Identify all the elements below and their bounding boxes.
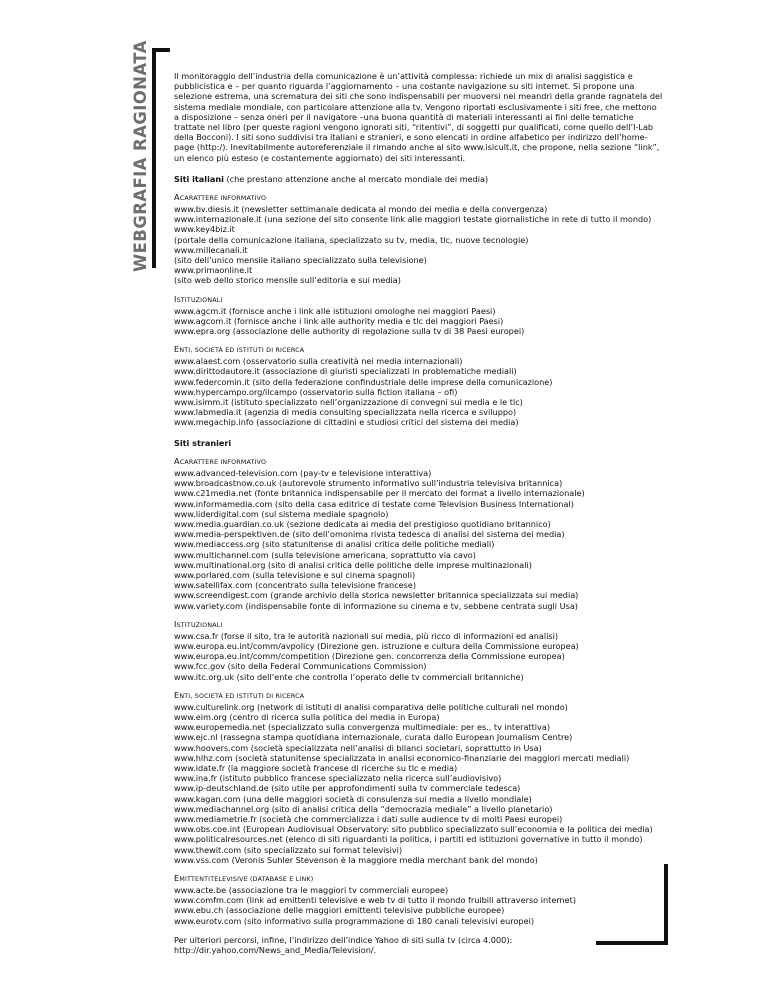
site-list (174, 702, 664, 865)
group-heading (174, 873, 664, 885)
site-group (174, 619, 664, 682)
group-heading-text: CARATTERE INFORMATIVO (179, 458, 267, 466)
site-list (174, 631, 664, 682)
site-list-item[interactable]: www.liderdigital.com (sul sistema mediale spagnolo) (174, 508, 389, 519)
intro-paragraph: Il monitoraggio dell’industria della comunicazione è un’attività complessa: richiede un mix di analisi saggistica e pubblicistica e – per quanto riguarda l’aggiornamento – una costante navigazione su siti internet. Si propone una selezione estrema, una scrematura dei siti che sono indispensabili per muoversi nei meandri della grande ragnatela del sistema mediale mondiale, con particolare attenzione alla tv. Vengono riportati esclusivamente i siti free, che mettono a disposizione – senza oneri per il navigatore –una buona quantità di materiali interessanti ai fini delle tematiche trattate nel libro (per queste ragioni vengono ignorati siti, “ritentivi”, di soggetti pur qualificati, come quello dell’I-Lab della Bocconi). I siti sono suddivisi tra italiani e stranieri, e sono elencati in ordine alfabetico per indirizzo dell’home-page (http:/). Inevitabilmente autoreferenziale il rimando anche al sito www.isicult.it, che propone, nella sezione “link”, un elenco più esteso (e costantemente aggiornato) dei siti interessanti. (174, 71, 663, 163)
site-list (174, 356, 664, 427)
group-heading-initial: A (174, 192, 180, 203)
site-list-item[interactable]: www.variety.com (indispensabile fonte di informazione su cinema e tv, sebbene centrata sugli Usa) (174, 600, 578, 611)
group-heading-initial: E (174, 689, 180, 700)
section-italiani (174, 174, 664, 428)
section-stranieri (174, 438, 664, 926)
site-list-item[interactable]: www.alaest.com (osservatorio sulla creatività nei media internazionali) (174, 356, 463, 367)
group-heading (174, 690, 664, 702)
site-list-item[interactable]: www.key4biz.it (174, 224, 235, 235)
site-list-item[interactable]: www.isimm.it (istituto specializzato nell’organizzazione di convegni sui media e le tlc) (174, 397, 523, 408)
site-list-item[interactable]: www.informamedia.com (sito della casa editrice di testate come Television Business International) (174, 498, 574, 509)
site-list-item[interactable]: www.eurotv.com (sito informativo sulla programmazione di 180 canali televisivi europei) (174, 915, 534, 926)
site-list-item[interactable]: www.multinational.org (sito di analisi critica delle politiche delle imprese multinazionali) (174, 559, 532, 570)
site-list-item[interactable]: www.politicalresources.net (elenco di siti riguardanti la politica, i partiti ed istituzioni governative in tutto il mondo) (174, 834, 643, 845)
site-list-item[interactable]: www.hypercampo.org/ilcampo (osservatorio sulla fiction italiana – ofi) (174, 386, 458, 397)
group-heading-text: CARATTERE INFORMATIVO (179, 195, 267, 203)
site-list-item[interactable]: www.vss.com (Veronis Suhler Stevenson è la maggiore media merchant bank del mondo) (174, 854, 538, 865)
site-list-item[interactable]: www.epra.org (associazione delle authority di regolazione sulla tv di 38 Paesi europei) (174, 326, 525, 337)
site-list-item[interactable]: www.dirittodautore.it (associazione di giuristi specializzati in problematiche mediali) (174, 366, 517, 377)
site-list-item[interactable]: www.acte.be (associazione tra le maggiori tv commerciali europee) (174, 885, 449, 895)
site-list-item[interactable]: www.federcomin.it (sito della federazione confindustriale delle imprese della comunicazione) (174, 376, 553, 387)
section-title: Siti stranieri (174, 437, 232, 448)
site-list-item[interactable]: www.mediachannel.org (sito di analisi critica della “democrazia mediale” a livello planetario) (174, 803, 553, 814)
group-heading (174, 344, 664, 356)
page-content (174, 71, 664, 955)
group-heading (174, 192, 664, 204)
group-heading-text: STITUZIONALI (176, 621, 223, 629)
site-list-item[interactable]: www.screendigest.com (grande archivio della storica newsletter britannica specializzata sui media) (174, 590, 579, 601)
site-list-item[interactable]: www.agcom.it (fornisce anche i link alle authority media e tlc dei maggiori Paesi) (174, 315, 504, 326)
site-list-item[interactable]: www.internazionale.it (una sezione del sito consente link alle maggiori testate giornalistiche in rete di tutto il mondo) (174, 214, 652, 225)
group-heading-text: NTI, SOCIETÀ ED ISTITUTI DI RICERCA (179, 692, 305, 700)
site-list-item[interactable]: www.c21media.net (fonte britannica indispensabile per il mercato dei format a livello internazionale) (174, 488, 585, 499)
site-group (174, 456, 664, 611)
site-group (174, 294, 664, 337)
site-list-item[interactable]: www.primaonline.it (174, 265, 253, 276)
site-list-item[interactable]: www.obs.coe.int (European Audiovisual Observatory: sito pubblico specializzato sull’economia e la politica dei media) (174, 824, 653, 835)
group-heading-text: STITUZIONALI (176, 296, 223, 304)
site-list-item[interactable]: www.itc.org.uk (sito dell’ente che controlla l’operato delle tv commerciali britanniche) (174, 671, 524, 682)
site-list-item[interactable]: www.advanced-television.com (pay-tv e televisione interattiva) (174, 467, 432, 478)
site-list-item[interactable]: www.porlared.com (sulla televisione e sul cinema spagnoli) (174, 569, 416, 580)
italiani-groups (174, 192, 664, 428)
site-group (174, 690, 664, 865)
group-heading (174, 619, 664, 631)
site-list-item[interactable]: www.megachip.info (associazione di cittadini e studiosi critici del sistema dei media) (174, 417, 519, 428)
group-heading-initial: E (174, 344, 180, 355)
site-list-item[interactable]: (sito web dello storico mensile sull’editoria e sui media) (174, 275, 401, 286)
site-list-item[interactable]: www.comfm.com (link ad emittenti televisive e web tv di tutto il mondo fruibili attraverso internet) (174, 895, 577, 906)
site-list-item[interactable]: www.ejc.nl (rassegna stampa quotidiana internazionale, curata dallo European Journalism Centre) (174, 732, 573, 743)
site-list-item[interactable]: www.idate.fr (la maggiore società francese di ricerche su tlc e media) (174, 762, 458, 773)
site-list-item[interactable]: www.bv.diesis.it (newsletter settimanale dedicata al mondo dei media e della convergenza) (174, 204, 548, 215)
site-list-item[interactable]: (portale della comunicazione italiana, specializzato su tv, media, tlc, nuove tecnologie) (174, 234, 529, 245)
group-heading-initial: I (174, 618, 177, 629)
group-heading-initial: I (174, 293, 177, 304)
stranieri-groups (174, 456, 664, 926)
site-group (174, 192, 664, 286)
site-list-item[interactable]: www.europa.eu.int/comm/competition (Direzione gen. concorrenza della Commissione europea) (174, 651, 565, 662)
section-title: Siti italiani (174, 173, 224, 184)
site-list-item[interactable]: www.kagan.com (una delle maggiori società di consulenza sui media a livello mondiale) (174, 793, 532, 804)
site-list-item[interactable]: www.millecanali.it (174, 244, 248, 255)
frame-corner-left (152, 48, 156, 268)
site-list-item[interactable]: (sito dell’unico mensile italiano specializzato sulla televisione) (174, 255, 427, 266)
group-heading (174, 456, 664, 468)
site-list-item[interactable]: www.europa.eu.int/comm/avpolicy (Direzione gen. istruzione e cultura della Commissione europea) (174, 640, 579, 651)
site-list-item[interactable]: www.europemedia.net (specializzato sulla convergenza multimediale: per es., tv interattiva) (174, 722, 551, 733)
site-list-item[interactable]: www.broadcastnow.co.uk (autorevole strumento informativo sull’industria televisiva britannica) (174, 478, 563, 489)
site-list-item[interactable]: www.mediametrie.fr (società che commercializza i dati sulle audience tv di molti Paesi europei) (174, 813, 563, 824)
site-list-item[interactable]: www.media.guardian.co.uk (sezione dedicata ai media del prestigioso quotidiano britannico) (174, 518, 551, 529)
group-heading (174, 294, 664, 306)
site-list (174, 468, 664, 611)
section-title-note: (che prestano attenzione anche al mercato mondiale dei media) (226, 173, 489, 184)
site-list-item[interactable]: www.media-perspektiven.de (sito dell’omonima rivista tedesca di analisi del sistema dei media) (174, 529, 565, 540)
site-list-item[interactable]: www.satellifax.com (concentrato sulla televisione francese) (174, 580, 417, 591)
group-heading-initial: A (174, 455, 180, 466)
site-list (174, 306, 664, 337)
closing-note (174, 935, 664, 955)
site-list (174, 885, 664, 926)
frame-corner-right (664, 864, 668, 945)
site-list-item[interactable]: www.hoovers.com (società specializzata nell’analisi di bilanci societari, soprattutto in Usa) (174, 742, 542, 753)
closing-text: Per ulteriori percorsi, infine, l’indirizzo dell’indice Yahoo di siti sulla tv (circa 4.000): (174, 934, 513, 945)
section-heading (174, 174, 664, 184)
group-heading-text: MITTENTITELEVISIVE (DATABASE E LINK) (179, 876, 314, 883)
site-list-item[interactable]: www.labmedia.it (agenzia di media consulting specializzata nella ricerca e sviluppo) (174, 407, 517, 418)
site-list (174, 204, 664, 286)
site-list-item[interactable]: www.agcm.it (fornisce anche i link alle istituzioni omologhe nei maggiori Paesi) (174, 305, 496, 316)
site-list-item[interactable]: www.multichannel.com (sulla televisione americana, soprattutto via cavo) (174, 549, 476, 560)
site-list-item[interactable]: www.fcc.gov (sito della Federal Communications Commission) (174, 661, 427, 672)
site-list-item[interactable]: www.mediaccess.org (sito statunitense di analisi critica delle politiche mediali) (174, 539, 495, 550)
group-heading-text: NTI, SOCIETÀ ED ISTITUTI DI RICERCA (179, 347, 305, 355)
yahoo-link[interactable]: http://dir.yahoo.com/News_and_Media/Television/. (174, 945, 377, 956)
site-list-item[interactable]: www.csa.fr (forse il sito, tra le autorità nazionali sui media, più ricco di informazioni ed analisi) (174, 630, 559, 641)
site-list-item[interactable]: www.thewit.com (sito specializzato sui format televisivi) (174, 844, 403, 855)
site-list-item[interactable]: www.culturelink.org (network di istituti di analisi comparativa delle politiche culturali nel mondo) (174, 701, 568, 712)
site-list-item[interactable]: www.ip-deutschland.de (sito utile per approfondimenti sulla tv commerciale tedesca) (174, 783, 521, 794)
site-list-item[interactable]: www.eim.org (centro di ricerca sulla politica dei media in Europa) (174, 711, 440, 722)
site-list-item[interactable]: www.ebu.ch (associazione delle maggiori emittenti televisive pubbliche europee) (174, 905, 505, 916)
group-heading-initial: E (174, 873, 180, 883)
site-group (174, 873, 664, 926)
side-title: WEBGRAFIA RAGIONATA (131, 40, 150, 272)
site-list-item[interactable]: www.ina.fr (istituto pubblico francese specializzato nella ricerca sull’audiovisivo) (174, 773, 502, 784)
site-group (174, 344, 664, 427)
site-list-item[interactable]: www.hlhz.com (società statunitense specializzata in analisi economico-finanziarie dei maggiori mercati mediali) (174, 752, 630, 763)
